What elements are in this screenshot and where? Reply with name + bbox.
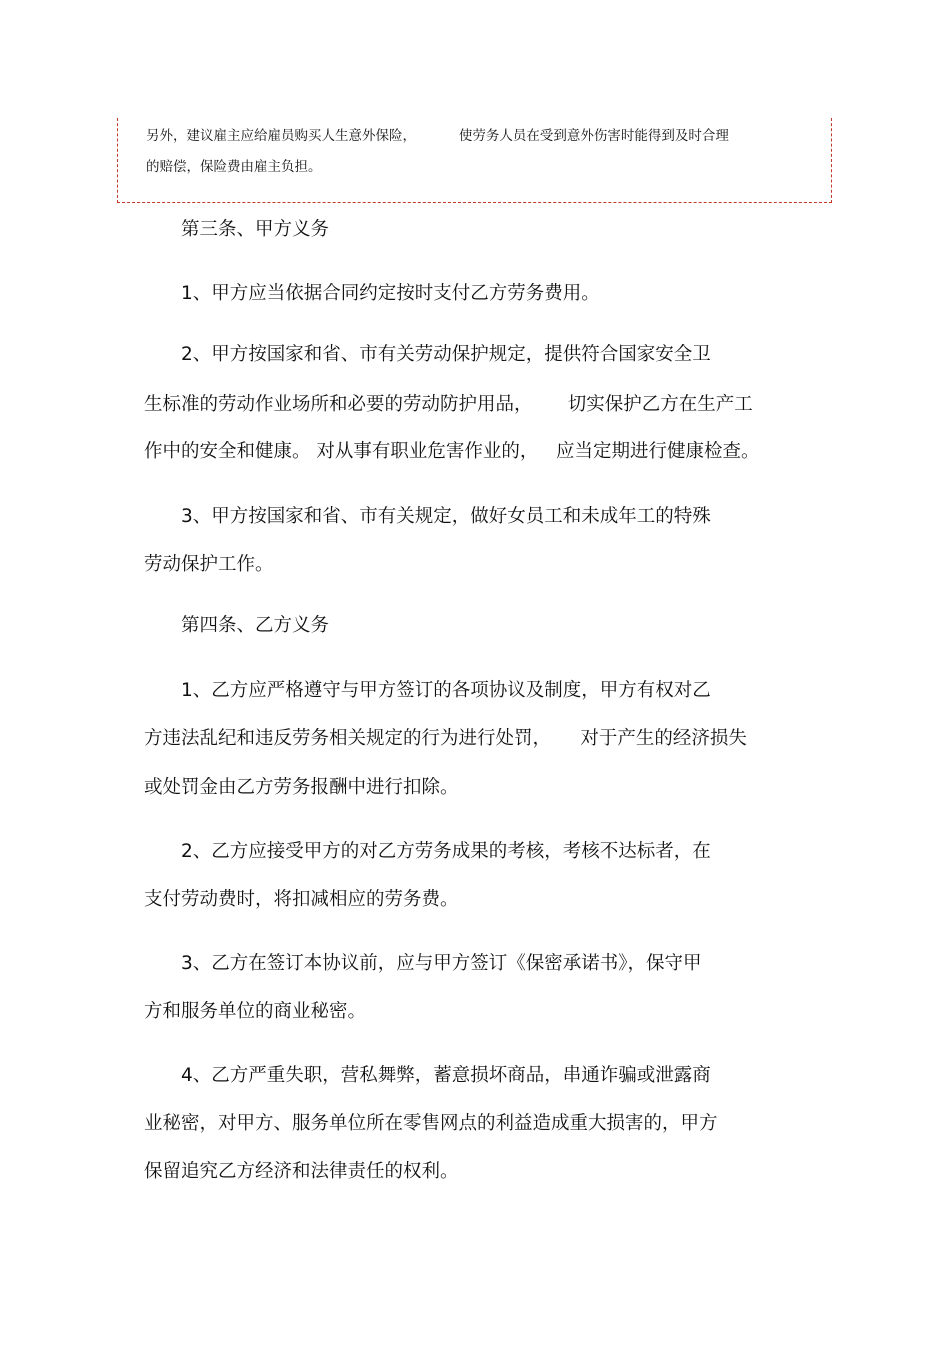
article-3-item-3-line-1: 3、甲方按国家和省、市有关规定，做好女员工和未成年工的特殊 <box>181 506 711 527</box>
article-3-heading: 第三条、甲方义务 <box>181 219 330 240</box>
article-4-item-3-line-2: 方和服务单位的商业秘密。 <box>144 1001 367 1022</box>
article-4-item-1-line-2: 方违法乱纪和违反劳务相关规定的行为进行处罚， 对于产生的经济损失 <box>144 728 747 749</box>
note-text-line-2: 的赔偿，保险费由雇主负担。 <box>146 159 322 175</box>
article-4-item-1-line-3: 或处罚金由乙方劳务报酬中进行扣除。 <box>144 777 459 798</box>
article-4-heading: 第四条、乙方义务 <box>181 615 330 636</box>
article-4-item-1-line-1: 1、乙方应严格遵守与甲方签订的各项协议及制度，甲方有权对乙 <box>181 680 711 701</box>
article-3-item-2-line-1: 2、甲方按国家和省、市有关劳动保护规定，提供符合国家安全卫 <box>181 344 711 365</box>
article-3-item-1: 1、甲方应当依据合同约定按时支付乙方劳务费用。 <box>181 283 600 304</box>
note-box <box>117 118 832 203</box>
article-3-item-2-line-3: 作中的安全和健康。 对从事有职业危害作业的， 应当定期进行健康检查。 <box>144 441 760 462</box>
note-text-line-1: 另外，建议雇主应给雇员购买人生意外保险， 使劳务人员在受到意外伤害时能得到及时合理 <box>146 128 729 144</box>
article-4-item-3-line-1: 3、乙方在签订本协议前，应与甲方签订《保密承诺书》，保守甲 <box>181 953 702 974</box>
article-4-item-2-line-1: 2、乙方应接受甲方的对乙方劳务成果的考核，考核不达标者，在 <box>181 841 711 862</box>
article-4-item-4-line-2: 业秘密，对甲方、服务单位所在零售网点的利益造成重大损害的，甲方 <box>144 1113 718 1134</box>
article-4-item-4-line-1: 4、乙方严重失职，营私舞弊，蓄意损坏商品，串通诈骗或泄露商 <box>181 1065 711 1086</box>
article-4-item-2-line-2: 支付劳动费时，将扣减相应的劳务费。 <box>144 889 459 910</box>
article-3-item-2-line-2: 生标准的劳动作业场所和必要的劳动防护用品， 切实保护乙方在生产工 <box>144 394 753 415</box>
article-3-item-3-line-2: 劳动保护工作。 <box>144 554 274 575</box>
article-4-item-4-line-3: 保留追究乙方经济和法律责任的权利。 <box>144 1161 459 1182</box>
